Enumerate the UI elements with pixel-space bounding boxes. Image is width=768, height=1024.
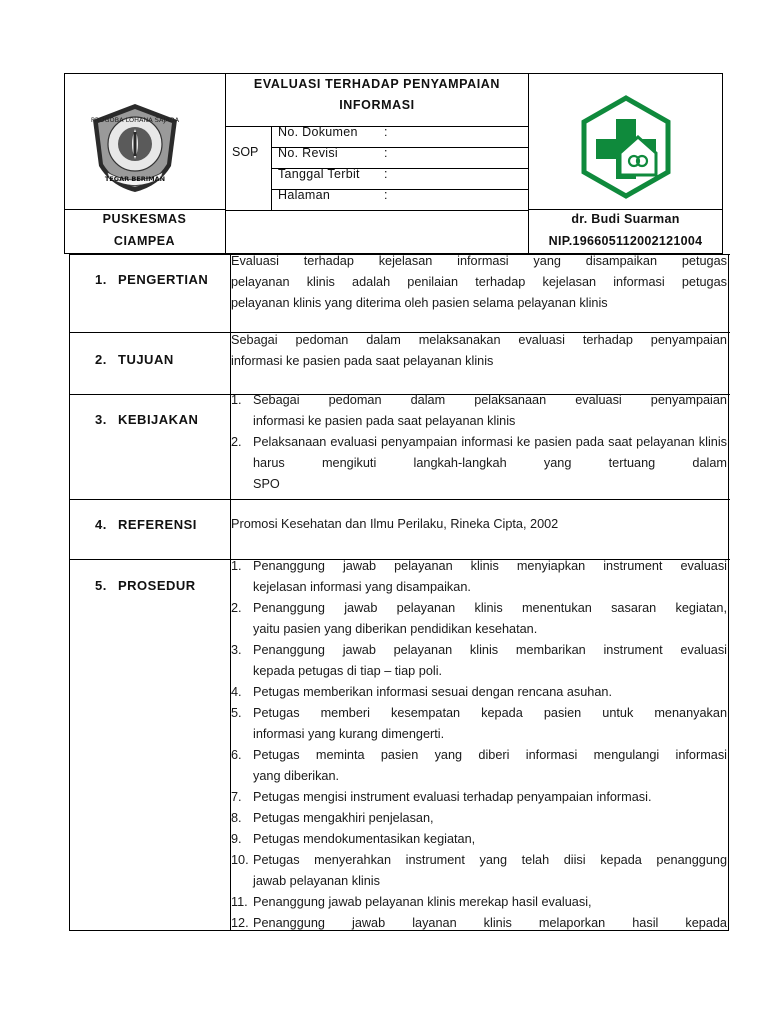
procedure-step-1: 1. Penanggung jawab pelayanan klinis menyiapkan instrument evaluasi kejelasan informasi yang disampaikan. [231, 559, 727, 594]
signatory-block [528, 208, 723, 252]
puskesmas-logo-icon [580, 95, 672, 199]
section-content-pengertian: Evaluasi terhadap kejelasan informasi yang disampaikan petugas pelayanan klinis adalah penilaian terhadap kejelasan informasi petugas pelayanan klinis yang diterima oleh pasien selama pelayanan klinis [231, 254, 727, 310]
prosedur-list [231, 556, 727, 934]
section-label-prosedur: 5. PROSEDUR [95, 578, 196, 593]
sop-label: SOP [232, 145, 259, 159]
emblem-motto-bottom: TEGAR BERIMAN [104, 175, 166, 183]
section-label-kebijakan: 3. KEBIJAKAN [95, 412, 199, 427]
section-label-pengertian: 1. PENGERTIAN [95, 272, 209, 287]
meta-row-document-number: No. Dokumen : [278, 125, 388, 139]
organization-name: PUSKESMAS CIAMPEA [102, 212, 187, 248]
procedure-step-3: 3. Penanggung jawab pelayanan klinis membarikan instrument evaluasi kepada petugas di tiap – tiap poli. [231, 643, 727, 678]
procedure-step-4: 4. Petugas memberikan informasi sesuai dengan rencana asuhan. [231, 685, 612, 699]
meta-row-page: Halaman : [278, 188, 388, 202]
emblem-motto-top: PROGOBA LOHANA SAJADA [90, 116, 180, 124]
procedure-step-9: 9. Petugas mendokumentasikan kegiatan, [231, 832, 476, 846]
doctor-name: dr. Budi Suarman [571, 212, 680, 226]
procedure-step-12: 12. Penanggung jawab layanan klinis melaporkan hasil kepada [231, 916, 727, 930]
procedure-step-8: 8. Petugas mengakhiri penjelasan, [231, 811, 434, 825]
section-content-tujuan: Sebagai pedoman dalam melaksanakan evaluasi terhadap penyampaian informasi ke pasien pada saat pelayanan klinis [231, 333, 727, 368]
procedure-step-10: 10. Petugas menyerahkan instrument yang telah diisi kepada penanggung jawab pelayanan klinis [231, 853, 727, 888]
section-content-kebijakan [231, 390, 727, 495]
meta-row-issue-date: Tanggal Terbit : [278, 167, 388, 181]
procedure-step-11: 11. Penanggung jawab pelayanan klinis merekap hasil evaluasi, [231, 895, 592, 909]
list-item: 1. Sebagai pedoman dalam pelaksanaan evaluasi penyampaian informasi ke pasien pada saat pelayanan klinis [231, 393, 727, 428]
meta-row-revision: No. Revisi : [278, 146, 388, 160]
list-item: 2. Pelaksanaan evaluasi penyampaian informasi ke pasien pada saat pelayanan klinis harus mengikuti langkah-langkah yang tertuang dalam SPO [231, 435, 727, 491]
procedure-step-7: 7. Petugas mengisi instrument evaluasi terhadap penyampaian informasi. [231, 790, 652, 804]
section-label-tujuan: 2. TUJUAN [95, 352, 174, 367]
regency-emblem-icon [89, 102, 181, 194]
document-title: EVALUASI TERHADAP PENYAMPAIAN INFORMASI [253, 77, 501, 112]
doctor-nip: NIP.196605112002121004 [548, 234, 703, 248]
procedure-step-5: 5. Petugas memberi kesempatan kepada pasien untuk menanyakan informasi yang kurang dimengerti. [231, 706, 727, 741]
section-content-referensi: Promosi Kesehatan dan Ilmu Perilaku, Rineka Cipta, 2002 [231, 517, 559, 531]
procedure-step-6: 6. Petugas meminta pasien yang diberi informasi mengulangi informasi yang diberikan. [231, 748, 727, 783]
section-label-referensi: 4. REFERENSI [95, 517, 197, 532]
section-content-prosedur [231, 556, 727, 934]
procedure-step-2: 2. Penanggung jawab pelayanan klinis menentukan sasaran kegiatan, yaitu pasien yang diberikan pendidikan kesehatan. [231, 601, 727, 636]
